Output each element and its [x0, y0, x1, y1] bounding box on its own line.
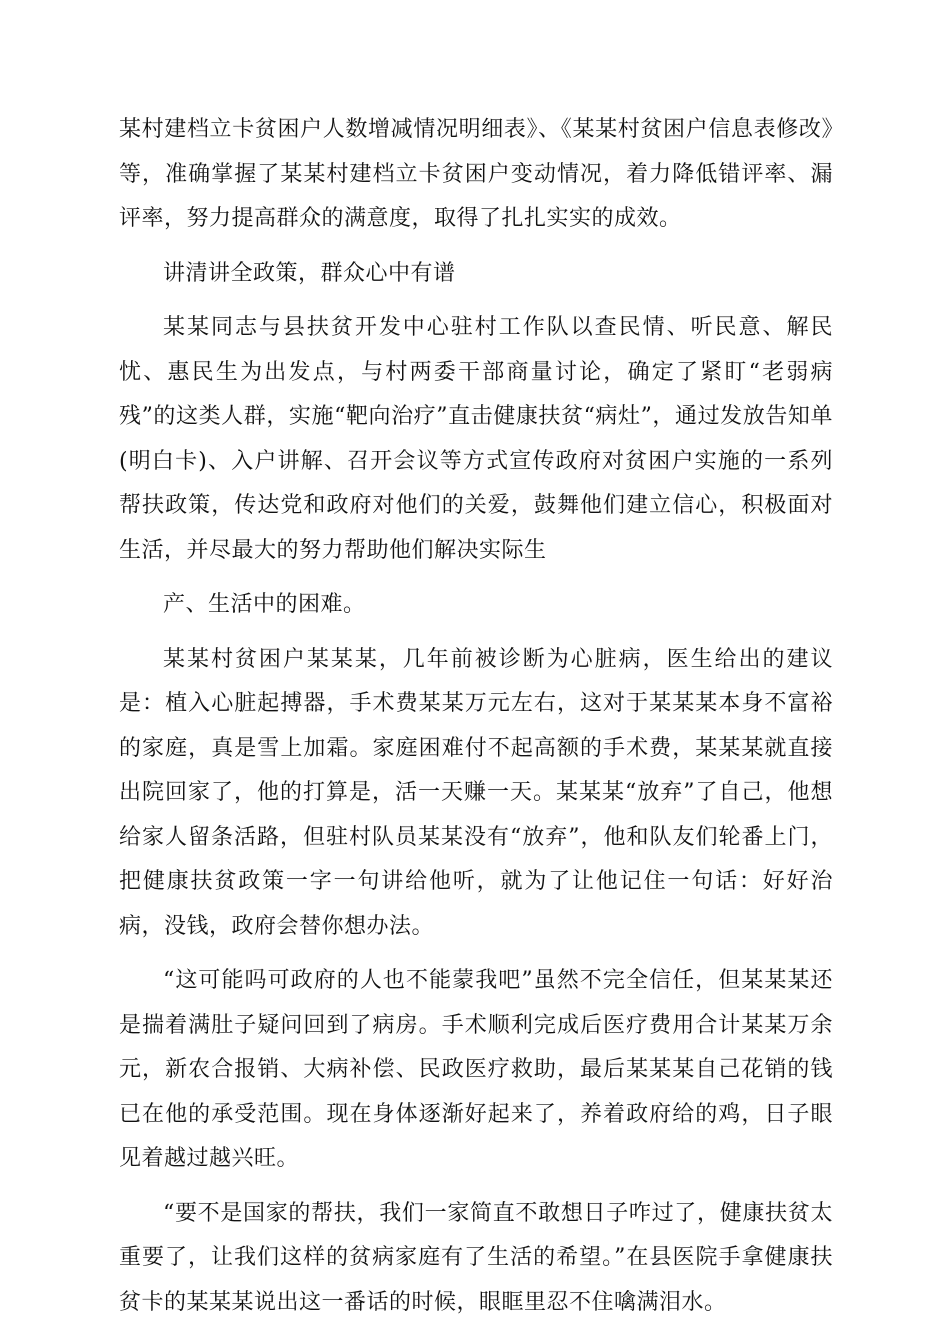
paragraph-policy: 某某同志与县扶贫开发中心驻村工作队以查民情、听民意、解民忧、惠民生为出发点，与村两委干部商量讨论，确定了紧盯“老弱病残”的这类人群，实施“靶向治疗”直击健康扶贫“病灶”，通过发放告知单(明白卡)、入户讲解、召开会议等方式宣传政府对贫困户实施的一系列帮扶政策，传达党和政府对他们的关爱，鼓舞他们建立信心，积极面对生活，并尽最大的努力帮助他们解决实际生 [119, 315, 833, 563]
paragraph-quote-trust: “这可能吗可政府的人也不能蒙我吧”虽然不完全信任，但某某某还是揣着满肚子疑问回到了病房。手术顺利完成后医疗费用合计某某万余元，新农合报销、大病补偿、民政医疗救助，最后某某某自己花销的钱已在他的承受范围。现在身体逐渐好起来了，养着政府给的鸡，日子眼见着越过越兴旺。 [119, 968, 833, 1171]
section-heading: 讲清讲全政策，群众心中有谱 [163, 260, 456, 286]
paragraph-fragment: 产、生活中的困难。 [163, 592, 366, 617]
paragraph-case-story: 某某村贫困户某某某，几年前被诊断为心脏病，医生给出的建议是：植入心脏起搏器，手术费某某万元左右，这对于某某某本身不富裕的家庭，真是雪上加霜。家庭困难付不起高额的手术费，某某某就直接出院回家了，他的打算是，活一天赚一天。某某某“放弃”了自己，他想给家人留条活路，但驻村队员某某没有“放弃”，他和队友们轮番上门，把健康扶贫政策一字一句讲给他听，就为了让他记住一句话：好好治病，没钱，政府会替你想办法。 [119, 646, 833, 939]
document-body [119, 108, 833, 1325]
paragraph-continuation: 某村建档立卡贫困户人数增减情况明细表》、《某某村贫困户信息表修改》等，准确掌握了某某村建档立卡贫困户变动情况，着力降低错评率、漏评率，努力提高群众的满意度，取得了扎扎实实的成效。 [119, 117, 833, 231]
paragraph-quote-hope: “要不是国家的帮扶，我们一家简直不敢想日子咋过了，健康扶贫太重要了，让我们这样的贫病家庭有了生活的希望。”在县医院手拿健康扶贫卡的某某某说出这一番话的时候，眼眶里忍不住噙满泪水。 [119, 1200, 833, 1315]
